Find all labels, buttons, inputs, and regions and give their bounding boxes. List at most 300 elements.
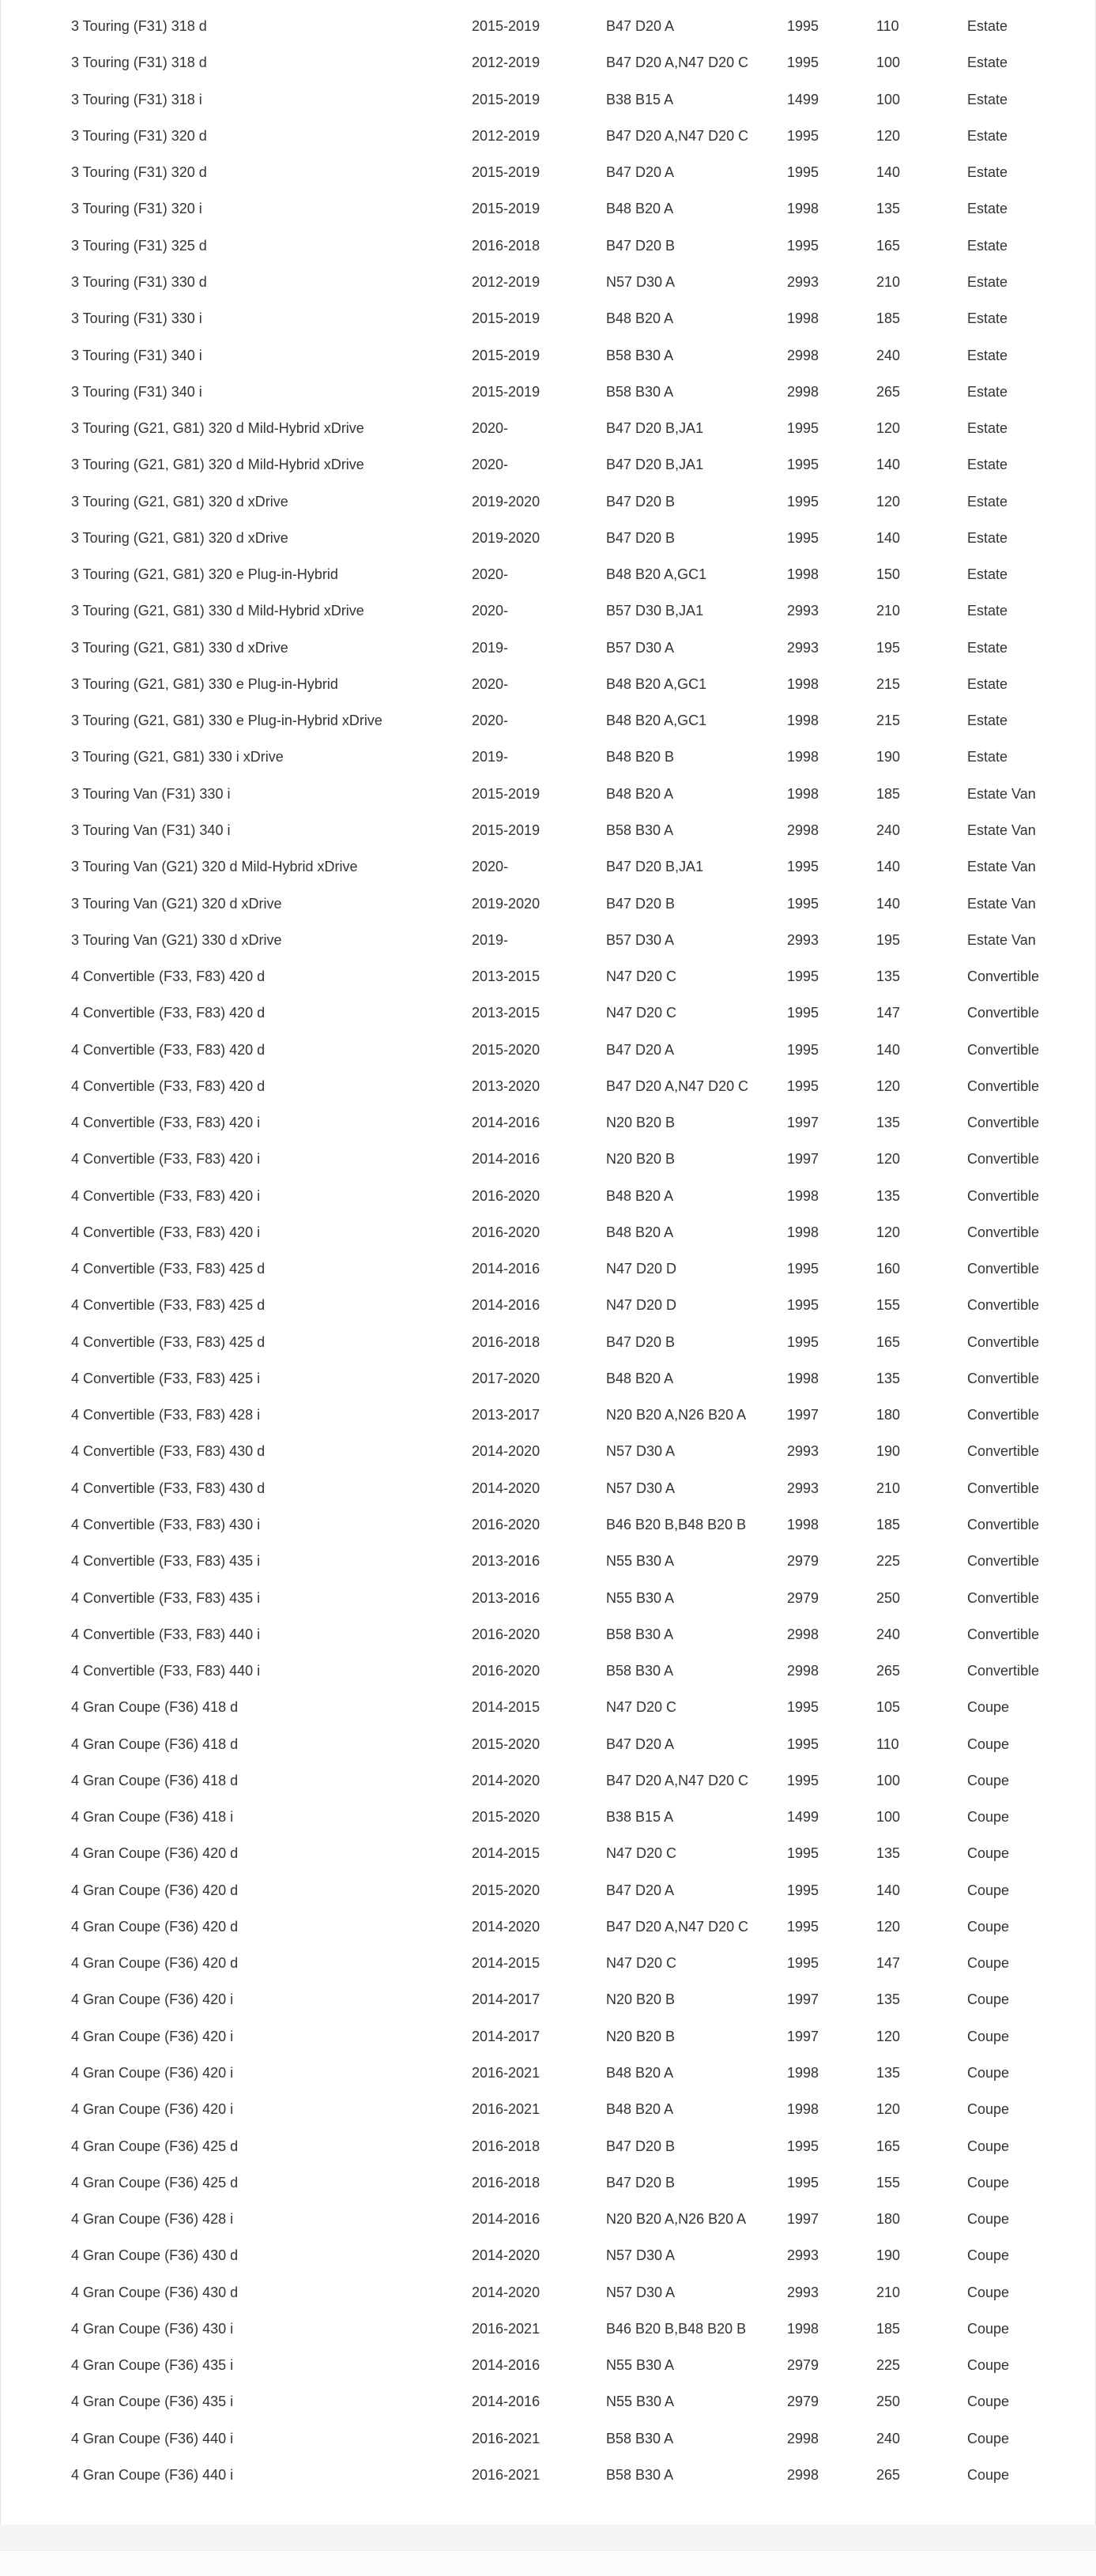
table-row[interactable] [1,1360,1095,1397]
table-row[interactable] [1,1031,1095,1067]
years-cell: 2014-2017 [472,1991,540,2008]
body-type-cell: Coupe [967,2357,1010,2374]
engine-code-cell: N55 B30 A [606,1553,675,1570]
model-cell: 4 Convertible (F33, F83) 425 i [71,1370,261,1386]
capacity-cell: 1995 [787,1333,819,1350]
model-cell: 3 Touring Van (G21) 320 d Mild-Hybrid xDrive [71,859,358,875]
engine-code-cell: N47 D20 C [606,1845,677,1862]
body-type-cell: Convertible [967,1151,1040,1168]
capacity-cell: 1995 [787,1918,819,1935]
table-row[interactable] [1,1397,1095,1433]
power-cell: 140 [876,1882,901,1898]
power-cell: 225 [876,1553,901,1570]
capacity-cell: 2998 [787,2466,819,2483]
capacity-cell: 1995 [787,1005,819,1021]
model-cell: 3 Touring (G21, G81) 320 d Mild-Hybrid xDrive [71,420,364,437]
engine-code-cell: B58 B30 A [606,2430,674,2446]
model-cell: 4 Gran Coupe (F36) 420 d [71,1882,239,1898]
power-cell: 135 [876,1845,901,1862]
model-cell: 4 Gran Coupe (F36) 440 i [71,2430,234,2446]
engine-code-cell: B47 D20 B [606,237,676,254]
table-row[interactable] [1,2201,1095,2237]
capacity-cell: 1995 [787,859,819,875]
engine-code-cell: B47 D20 B,JA1 [606,859,704,875]
table-row[interactable] [1,1068,1095,1104]
power-cell: 160 [876,1261,901,1277]
body-type-cell: Coupe [967,2320,1010,2337]
body-type-cell: Estate Van [967,785,1036,802]
power-cell: 240 [876,1626,901,1642]
capacity-cell: 2998 [787,383,819,400]
engine-code-cell: N20 B20 B [606,1991,676,2008]
model-cell: 3 Touring (F31) 320 i [71,201,202,217]
table-row[interactable] [1,995,1095,1031]
model-cell: 4 Convertible (F33, F83) 420 d [71,1005,266,1021]
engine-code-cell: B47 D20 B [606,1333,676,1350]
years-cell: 2015-2019 [472,383,540,400]
capacity-cell: 1997 [787,1115,819,1131]
model-cell: 4 Convertible (F33, F83) 440 i [71,1626,261,1642]
years-cell: 2014-2015 [472,1845,540,1862]
years-cell: 2019- [472,931,509,948]
power-cell: 140 [876,457,901,473]
years-cell: 2016-2020 [472,1517,540,1533]
capacity-cell: 1995 [787,2138,819,2154]
body-type-cell: Coupe [967,1809,1010,1826]
capacity-cell: 1998 [787,713,819,729]
power-cell: 240 [876,347,901,363]
body-type-cell: Coupe [967,2394,1010,2410]
years-cell: 2014-2016 [472,1261,540,1277]
power-cell: 155 [876,2174,901,2191]
table-row[interactable] [1,410,1095,446]
model-cell: 4 Gran Coupe (F36) 418 d [71,1699,239,1716]
capacity-cell: 1995 [787,493,819,510]
table-row[interactable] [1,483,1095,519]
table-row[interactable] [1,190,1095,227]
table-row[interactable] [1,2273,1095,2310]
power-cell: 147 [876,1955,901,1972]
table-row[interactable] [1,374,1095,410]
engine-code-cell: B47 D20 B [606,2138,676,2154]
years-cell: 2016-2018 [472,2174,540,2191]
engine-code-cell: B48 B20 A,GC1 [606,713,707,729]
table-row[interactable] [1,2311,1095,2347]
body-type-cell: Convertible [967,1370,1040,1386]
table-row[interactable] [1,2055,1095,2091]
table-row[interactable] [1,81,1095,118]
capacity-cell: 1995 [787,55,819,71]
power-cell: 120 [876,2101,901,2118]
years-cell: 2017-2020 [472,1370,540,1386]
capacity-cell: 2979 [787,2394,819,2410]
model-cell: 3 Touring (G21, G81) 330 d xDrive [71,639,288,656]
engine-code-cell: B58 B30 A [606,2466,674,2483]
power-cell: 155 [876,1297,901,1314]
engine-code-cell: N47 D20 D [606,1297,677,1314]
table-row[interactable] [1,1835,1095,1871]
model-cell: 3 Touring (G21, G81) 330 i xDrive [71,749,284,765]
engine-code-cell: B48 B20 A [606,785,674,802]
table-row[interactable] [1,118,1095,154]
table-row[interactable] [1,1506,1095,1543]
capacity-cell: 2993 [787,2247,819,2264]
body-type-cell: Coupe [967,2028,1010,2044]
body-type-cell: Estate [967,201,1008,217]
table-row[interactable] [1,2420,1095,2457]
model-cell: 3 Touring Van (G21) 320 d xDrive [71,895,282,912]
table-row[interactable] [1,702,1095,739]
model-cell: 3 Touring Van (G21) 330 d xDrive [71,931,282,948]
power-cell: 250 [876,1589,901,1606]
years-cell: 2016-2018 [472,2138,540,2154]
engine-code-cell: B58 B30 A [606,347,674,363]
capacity-cell: 1995 [787,895,819,912]
capacity-cell: 1998 [787,749,819,765]
engine-code-cell: B46 B20 B,B48 B20 B [606,2320,747,2337]
capacity-cell: 1998 [787,1187,819,1204]
power-cell: 210 [876,2284,901,2300]
table-row[interactable] [1,812,1095,848]
engine-code-cell: B58 B30 A [606,383,674,400]
power-cell: 210 [876,603,901,619]
capacity-cell: 2993 [787,2284,819,2300]
power-cell: 120 [876,2028,901,2044]
body-type-cell: Estate [967,603,1008,619]
table-row[interactable] [1,2164,1095,2201]
table-row[interactable] [1,922,1095,958]
engine-code-cell: B48 B20 A [606,2101,674,2118]
power-cell: 135 [876,1187,901,1204]
power-cell: 135 [876,1991,901,2008]
table-row[interactable] [1,1470,1095,1506]
engine-code-cell: B47 D20 B,JA1 [606,420,704,437]
body-type-cell: Convertible [967,1407,1040,1423]
model-cell: 3 Touring (G21, G81) 330 e Plug-in-Hybrid xDrive [71,713,382,729]
model-cell: 3 Touring (G21, G81) 320 d Mild-Hybrid xDrive [71,457,364,473]
engine-code-cell: N47 D20 C [606,968,677,985]
model-cell: 4 Convertible (F33, F83) 440 i [71,1663,261,1679]
years-cell: 2019-2020 [472,895,540,912]
years-cell: 2016-2021 [472,2430,540,2446]
model-cell: 3 Touring (F31) 340 i [71,347,202,363]
engine-code-cell: B48 B20 A [606,310,674,327]
power-cell: 150 [876,566,901,583]
table-row[interactable] [1,1653,1095,1689]
table-row[interactable] [1,1141,1095,1177]
power-cell: 190 [876,1443,901,1460]
table-row[interactable] [1,1433,1095,1469]
capacity-cell: 2998 [787,2430,819,2446]
table-row[interactable] [1,739,1095,775]
body-type-cell: Estate [967,127,1008,144]
table-row[interactable] [1,2237,1095,2273]
table-row[interactable] [1,1908,1095,1945]
table-row[interactable] [1,300,1095,337]
table-row[interactable] [1,2091,1095,2127]
body-type-cell: Convertible [967,1626,1040,1642]
engine-code-cell: B48 B20 B [606,749,675,765]
power-cell: 190 [876,749,901,765]
power-cell: 100 [876,1772,901,1788]
years-cell: 2020- [472,713,509,729]
engine-code-cell: B47 D20 A [606,1736,675,1752]
capacity-cell: 1995 [787,18,819,35]
power-cell: 100 [876,55,901,71]
years-cell: 2014-2016 [472,2357,540,2374]
table-row[interactable] [1,8,1095,44]
capacity-cell: 2979 [787,2357,819,2374]
model-cell: 3 Touring (G21, G81) 330 d Mild-Hybrid xDrive [71,603,364,619]
model-cell: 4 Gran Coupe (F36) 420 i [71,2028,234,2044]
body-type-cell: Estate [967,91,1008,107]
table-row[interactable] [1,556,1095,592]
engine-code-cell: B57 D30 A [606,931,675,948]
years-cell: 2015-2020 [472,1809,540,1826]
table-row[interactable] [1,2018,1095,2055]
power-cell: 195 [876,931,901,948]
model-cell: 4 Convertible (F33, F83) 435 i [71,1553,261,1570]
years-cell: 2015-2020 [472,1882,540,1898]
engine-code-cell: B38 B15 A [606,91,674,107]
years-cell: 2013-2016 [472,1553,540,1570]
table-row[interactable] [1,1324,1095,1360]
capacity-cell: 1998 [787,1370,819,1386]
capacity-cell: 1995 [787,237,819,254]
table-row[interactable] [1,44,1095,81]
model-cell: 4 Convertible (F33, F83) 430 i [71,1517,261,1533]
model-cell: 4 Convertible (F33, F83) 420 d [71,1041,266,1058]
engine-code-cell: N47 D20 C [606,1005,677,1021]
engine-code-cell: N55 B30 A [606,2357,675,2374]
power-cell: 265 [876,2466,901,2483]
capacity-cell: 1998 [787,1517,819,1533]
years-cell: 2015-2019 [472,201,540,217]
table-row[interactable] [1,2127,1095,2164]
power-cell: 195 [876,639,901,656]
table-row[interactable] [1,2347,1095,2383]
capacity-cell: 2998 [787,347,819,363]
capacity-cell: 1997 [787,1151,819,1168]
body-type-cell: Convertible [967,1224,1040,1240]
body-type-cell: Convertible [967,1077,1040,1094]
table-row[interactable] [1,1104,1095,1141]
model-cell: 4 Convertible (F33, F83) 420 i [71,1187,261,1204]
years-cell: 2014-2020 [472,1918,540,1935]
power-cell: 225 [876,2357,901,2374]
power-cell: 120 [876,1077,901,1094]
table-row[interactable] [1,264,1095,300]
capacity-cell: 1995 [787,968,819,985]
body-type-cell: Estate [967,347,1008,363]
years-cell: 2014-2016 [472,2211,540,2228]
table-row[interactable] [1,1579,1095,1615]
engine-code-cell: N57 D30 A [606,1480,676,1496]
body-type-cell: Estate Van [967,931,1036,948]
table-row[interactable] [1,337,1095,373]
table-row[interactable] [1,2383,1095,2420]
table-row[interactable] [1,446,1095,483]
engine-code-cell: N55 B30 A [606,1589,675,1606]
engine-code-cell: B46 B20 B,B48 B20 B [606,1517,747,1533]
years-cell: 2014-2016 [472,1297,540,1314]
years-cell: 2016-2021 [472,2065,540,2081]
capacity-cell: 1998 [787,310,819,327]
engine-code-cell: N47 D20 C [606,1955,677,1972]
years-cell: 2015-2019 [472,347,540,363]
table-row[interactable] [1,2457,1095,2493]
capacity-cell: 1998 [787,675,819,692]
power-cell: 210 [876,1480,901,1496]
model-cell: 3 Touring (F31) 320 d [71,127,207,144]
engine-code-cell: B47 D20 A [606,1882,675,1898]
model-cell: 3 Touring Van (F31) 340 i [71,822,231,838]
table-row[interactable] [1,1981,1095,2018]
capacity-cell: 1995 [787,529,819,546]
body-type-cell: Convertible [967,1663,1040,1679]
body-type-cell: Coupe [967,1955,1010,1972]
capacity-cell: 1997 [787,1407,819,1423]
power-cell: 180 [876,2211,901,2228]
engine-code-cell: B57 D30 B,JA1 [606,603,704,619]
table-row[interactable] [1,1616,1095,1653]
model-cell: 4 Convertible (F33, F83) 420 i [71,1151,261,1168]
model-cell: 4 Gran Coupe (F36) 418 d [71,1736,239,1752]
body-type-cell: Estate [967,164,1008,181]
body-type-cell: Coupe [967,1699,1010,1716]
years-cell: 2015-2019 [472,164,540,181]
model-cell: 3 Touring (F31) 330 d [71,273,207,290]
table-row[interactable] [1,592,1095,629]
power-cell: 165 [876,1333,901,1350]
table-row[interactable] [1,1178,1095,1214]
capacity-cell: 1995 [787,420,819,437]
model-cell: 4 Gran Coupe (F36) 418 i [71,1809,234,1826]
table-row[interactable] [1,885,1095,921]
table-row[interactable] [1,1689,1095,1725]
power-cell: 120 [876,493,901,510]
table-row[interactable] [1,154,1095,190]
engine-code-cell: N57 D30 A [606,2284,676,2300]
capacity-cell: 2993 [787,639,819,656]
table-row[interactable] [1,776,1095,812]
power-cell: 185 [876,1517,901,1533]
table-row[interactable] [1,1214,1095,1250]
power-cell: 250 [876,2394,901,2410]
body-type-cell: Estate [967,55,1008,71]
engine-code-cell: B58 B30 A [606,822,674,838]
model-cell: 4 Gran Coupe (F36) 420 i [71,2065,234,2081]
body-type-cell: Convertible [967,1261,1040,1277]
model-cell: 3 Touring (G21, G81) 330 e Plug-in-Hybrid [71,675,338,692]
engine-code-cell: B57 D30 A [606,639,675,656]
table-row[interactable] [1,848,1095,885]
engine-code-cell: B47 D20 A [606,1041,675,1058]
capacity-cell: 1995 [787,1882,819,1898]
power-cell: 215 [876,675,901,692]
power-cell: 185 [876,2320,901,2337]
engine-code-cell: B58 B30 A [606,1626,674,1642]
table-row[interactable] [1,1543,1095,1579]
years-cell: 2020- [472,420,509,437]
capacity-cell: 2993 [787,1480,819,1496]
body-type-cell: Estate Van [967,822,1036,838]
years-cell: 2014-2020 [472,1480,540,1496]
capacity-cell: 1995 [787,1772,819,1788]
body-type-cell: Coupe [967,2174,1010,2191]
table-row[interactable] [1,958,1095,995]
power-cell: 105 [876,1699,901,1716]
capacity-cell: 2998 [787,1626,819,1642]
years-cell: 2014-2020 [472,1443,540,1460]
table-row[interactable] [1,630,1095,666]
engine-code-cell: B47 D20 A,N47 D20 C [606,55,749,71]
vehicle-table-body [1,8,1095,2493]
years-cell: 2020- [472,675,509,692]
model-cell: 4 Convertible (F33, F83) 430 d [71,1480,266,1496]
model-cell: 4 Convertible (F33, F83) 420 i [71,1115,261,1131]
table-row[interactable] [1,666,1095,702]
power-cell: 120 [876,420,901,437]
model-cell: 4 Gran Coupe (F36) 418 d [71,1772,239,1788]
model-cell: 4 Convertible (F33, F83) 428 i [71,1407,261,1423]
years-cell: 2016-2020 [472,1663,540,1679]
years-cell: 2016-2021 [472,2466,540,2483]
engine-code-cell: B47 D20 A [606,164,675,181]
table-row[interactable] [1,1762,1095,1799]
power-cell: 240 [876,822,901,838]
body-type-cell: Estate [967,529,1008,546]
years-cell: 2015-2019 [472,310,540,327]
table-row[interactable] [1,1872,1095,1908]
body-type-cell: Estate [967,383,1008,400]
engine-code-cell: B47 D20 B,JA1 [606,457,704,473]
capacity-cell: 1998 [787,785,819,802]
engine-code-cell: N47 D20 C [606,1699,677,1716]
table-row[interactable] [1,520,1095,556]
capacity-cell: 1995 [787,127,819,144]
table-row[interactable] [1,1725,1095,1762]
years-cell: 2015-2020 [472,1041,540,1058]
model-cell: 3 Touring (F31) 318 d [71,18,207,35]
engine-code-cell: N20 B20 A,N26 B20 A [606,2211,747,2228]
body-type-cell: Convertible [967,1115,1040,1131]
table-row[interactable] [1,1945,1095,1981]
table-row[interactable] [1,1799,1095,1835]
engine-code-cell: B38 B15 A [606,1809,674,1826]
engine-code-cell: N55 B30 A [606,2394,675,2410]
capacity-cell: 2998 [787,1663,819,1679]
engine-code-cell: B48 B20 A,GC1 [606,566,707,583]
engine-code-cell: N20 B20 B [606,2028,676,2044]
power-cell: 140 [876,895,901,912]
engine-code-cell: N20 B20 A,N26 B20 A [606,1407,747,1423]
capacity-cell: 1995 [787,1297,819,1314]
table-row[interactable] [1,228,1095,264]
model-cell: 4 Convertible (F33, F83) 430 d [71,1443,266,1460]
engine-code-cell: B48 B20 A [606,201,674,217]
model-cell: 4 Gran Coupe (F36) 425 d [71,2138,239,2154]
years-cell: 2015-2019 [472,785,540,802]
body-type-cell: Convertible [967,1187,1040,1204]
model-cell: 4 Gran Coupe (F36) 420 i [71,1991,234,2008]
table-row[interactable] [1,1287,1095,1323]
capacity-cell: 1499 [787,91,819,107]
power-cell: 110 [876,1736,899,1752]
page-footer [0,2550,1096,2576]
table-row[interactable] [1,1250,1095,1287]
power-cell: 120 [876,1151,901,1168]
